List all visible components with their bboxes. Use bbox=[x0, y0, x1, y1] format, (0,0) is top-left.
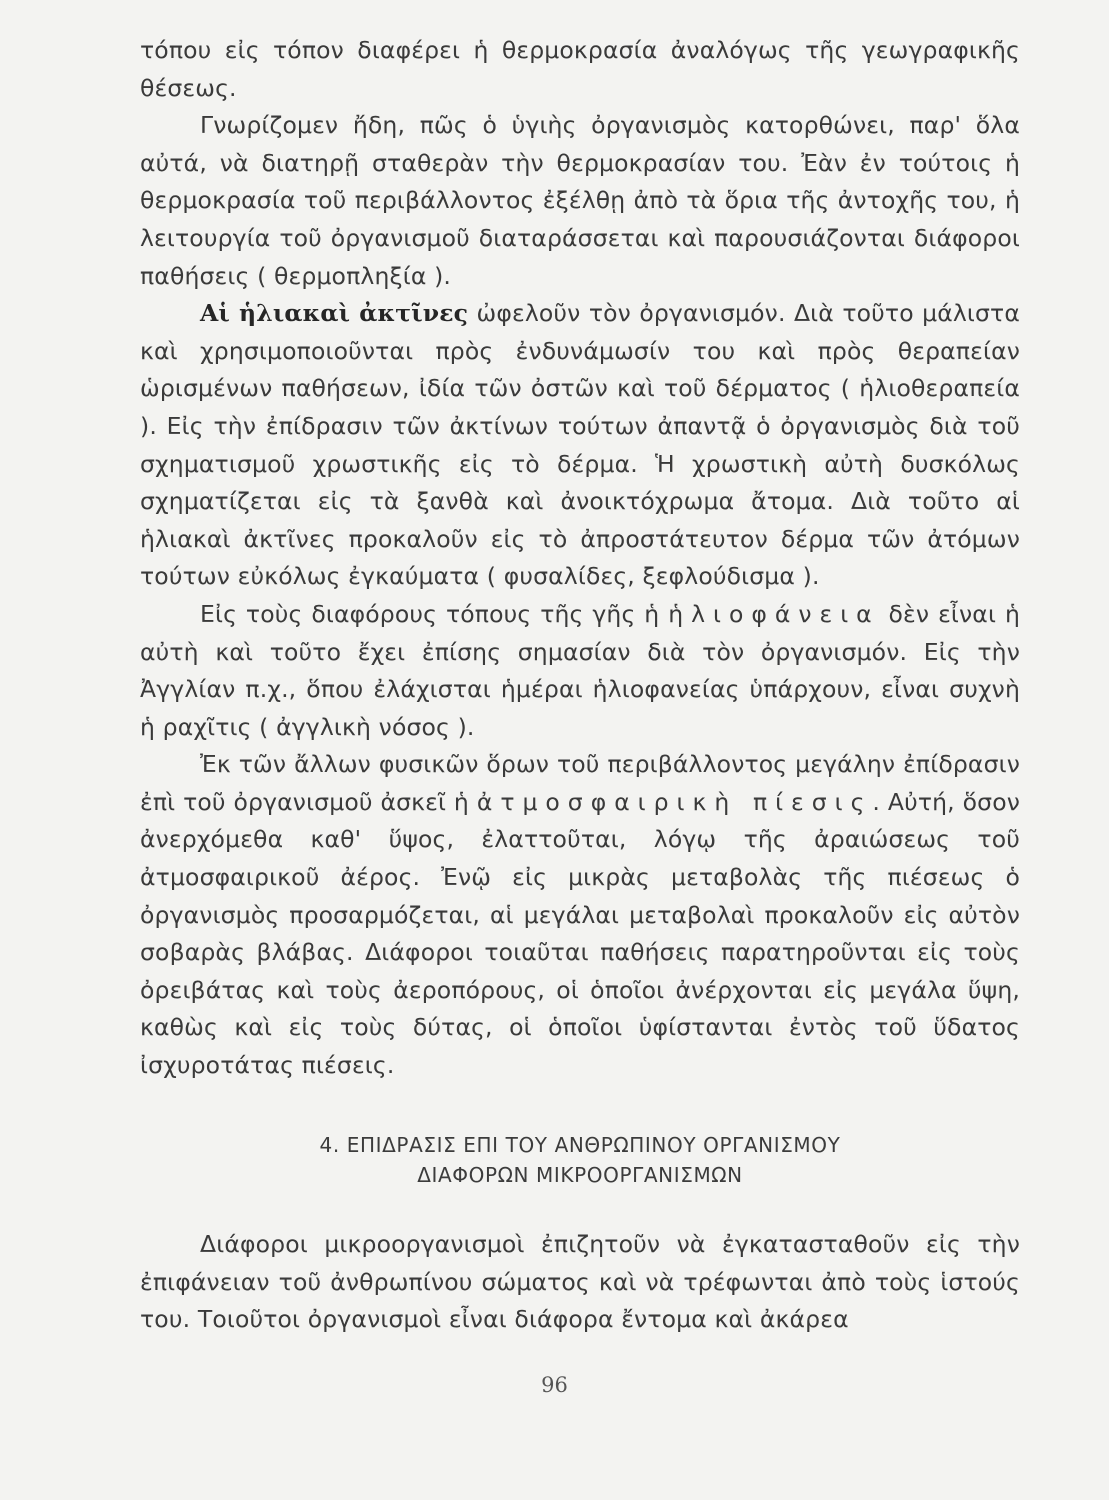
term-solar-rays: Αἱ ἡλιακαὶ ἀκτῖνες bbox=[200, 299, 469, 328]
body-text bbox=[140, 32, 1020, 1085]
section-text bbox=[140, 1226, 1020, 1339]
page-number: 96 bbox=[541, 1373, 568, 1397]
paragraph-sunshine-start: Εἰς τοὺς διαφόρους τόπους τῆς γῆς ἡ bbox=[200, 599, 669, 628]
paragraph-pressure-start: Ἐκ τῶν ἄλλων φυσικῶν ὅρων τοῦ περιβάλλοντος μεγάλην ἐπίδρασιν ἐπὶ τοῦ ὀργανισμοῦ ἀσκεῖ ἡ bbox=[140, 750, 1020, 816]
term-atmospheric-pressure: ἀτμοσφαιρικὴ πίεσις bbox=[476, 787, 873, 816]
paragraph-sunshine bbox=[140, 596, 1020, 746]
paragraph-solar-rays bbox=[140, 295, 1020, 596]
paragraph-solar-rays-text: ὠφελοῦν τὸν ὀργανισμόν. Διὰ τοῦτο μάλιστα καὶ χρησιμοποιοῦνται πρὸς ἐνδυνάμωσίν του καὶ πρὸς θεραπείαν ὡρισμένων παθήσεων, ἰδία τῶν ὀστῶν καὶ τοῦ δέρματος ( ἡλιοθεραπεία ). Εἰς τὴν ἐπίδρασιν τῶν ἀκτίνων τούτων ἀπαντᾷ ὁ ὀργανισμὸς διὰ τοῦ σχηματισμοῦ χρωστικῆς εἰς τὸ δέρμα. Ἡ χρωστικὴ αὐτὴ δυσκόλως σχηματίζεται εἰς τὰ ξανθὰ καὶ ἀνοικτόχρωμα ἄτομα. Διὰ τοῦτο αἱ ἡλιακαὶ ἀκτῖνες προκαλοῦν εἰς τὸ ἀπροστάτευτον δέρμα τῶν ἀτόμων τούτων εὐκόλως ἐγκαύματα ( φυσαλίδες, ξεφλούδισμα ). bbox=[140, 299, 1020, 591]
paragraph-sunshine-text: δὲν εἶναι ἡ αὐτὴ καὶ τοῦτο ἔχει ἐπίσης σημασίαν διὰ τὸν ὀργανισμόν. Εἰς τὴν Ἀγγλίαν π.χ., ὅπου ἐλάχισται ἡμέραι ἡλιοφανείας ὑπάρχουν, εἶναι συχνὴ ἡ ραχῖτις ( ἀγγλικὴ νόσος ). bbox=[140, 599, 1020, 741]
section-heading bbox=[140, 1130, 1020, 1190]
section-heading-line-2: ΔΙΑΦΟΡΩΝ ΜΙΚΡΟΟΡΓΑΝΙΣΜΩΝ bbox=[417, 1163, 743, 1187]
paragraph-pressure-text: . Αὐτή, ὅσον ἀνερχόμεθα καθ' ὕψος, ἐλαττοῦται, λόγῳ τῆς ἀραιώσεως τοῦ ἀτμοσφαιρικοῦ ἀέρος. Ἐνῷ εἰς μικρὰς μεταβολὰς τῆς πιέσεως ὁ ὀργανισμὸς προσαρμόζεται, αἱ μεγάλαι μεταβολαὶ προκαλοῦν εἰς αὐτὸν σοβαρὰς βλάβας. Διάφοροι τοιαῦται παθήσεις παρατηροῦνται εἰς τοὺς ὀρειβάτας καὶ τοὺς ἀεροπόρους, οἱ ὁποῖοι ἀνέρχονται εἰς μεγάλα ὕψη, καθὼς καὶ εἰς τοὺς δύτας, οἱ ὁποῖοι ὑφίστανται ἐντὸς τοῦ ὕδατος ἰσχυροτάτας πιέσεις. bbox=[140, 787, 1021, 1080]
paragraph-microorganisms: Διάφοροι μικροοργανισμοὶ ἐπιζητοῦν νὰ ἐγκατασταθοῦν εἰς τὴν ἐπιφάνειαν τοῦ ἀνθρωπίνου σώματος καὶ νὰ τρέφωνται ἀπὸ τοὺς ἱστούς του. Τοιοῦτοι ὀργανισμοὶ εἶναι διάφορα ἔντομα καὶ ἀκάρεα bbox=[140, 1230, 1020, 1334]
paragraph-temperature-geography: τόπου εἰς τόπον διαφέρει ἡ θερμοκρασία ἀναλόγως τῆς γεωγραφικῆς θέσεως. bbox=[140, 36, 1020, 102]
term-sunshine: ἡλιοφάνεια bbox=[668, 599, 880, 628]
paragraph-atmospheric-pressure bbox=[140, 746, 1020, 1084]
section-heading-line-1: 4. ΕΠΙΔΡΑΣΙΣ ΕΠΙ ΤΟΥ ΑΝΘΡΩΠΙΝΟΥ ΟΡΓΑΝΙΣΜΟΥ bbox=[319, 1133, 841, 1157]
paragraph-thermoregulation: Γνωρίζομεν ἤδη, πῶς ὁ ὑγιὴς ὀργανισμὸς κατορθώνει, παρ' ὅλα αὐτά, νὰ διατηρῇ σταθερὰν τὴν θερμοκρασίαν του. Ἐὰν ἐν τούτοις ἡ θερμοκρασία τοῦ περιβάλλοντος ἐξέλθῃ ἀπὸ τὰ ὅρια τῆς ἀντοχῆς του, ἡ λειτουργία τοῦ ὀργανισμοῦ διαταράσσεται καὶ παρουσιάζονται διάφοροι παθήσεις ( θερμοπληξία ). bbox=[140, 111, 1020, 290]
